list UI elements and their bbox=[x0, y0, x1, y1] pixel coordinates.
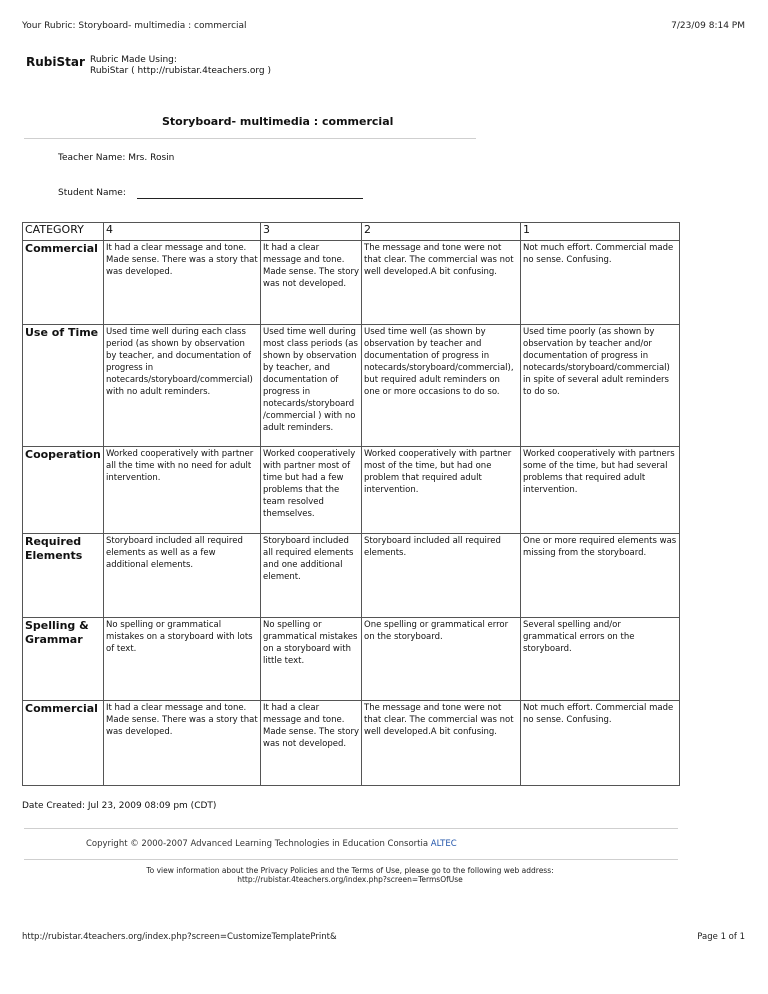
table-row bbox=[23, 534, 680, 618]
table-cell: Used time poorly (as shown by observation by teacher and/or documentation of progress in notecards/storyboard/commercial) in spite of several adult reminders to do so. bbox=[521, 325, 680, 447]
table-cell: One spelling or grammatical error on the storyboard. bbox=[362, 618, 521, 701]
page-title: Storyboard- multimedia : commercial bbox=[162, 115, 394, 128]
rubric-table bbox=[22, 222, 680, 786]
made-using-line2: RubiStar ( http://rubistar.4teachers.org ) bbox=[90, 66, 271, 76]
copyright-notice bbox=[86, 839, 457, 849]
student-name-label: Student Name: bbox=[58, 188, 126, 198]
title-divider bbox=[24, 138, 476, 139]
table-cell: Used time well during each class period (as shown by observation by teacher, and documentation of progress in notecards/storyboard/commercial) with no adult reminders. bbox=[104, 325, 261, 447]
footer-divider-bottom bbox=[24, 859, 678, 860]
table-cell: It had a clear message and tone. Made sense. The story was not developed. bbox=[261, 241, 362, 325]
print-header-datetime: 7/23/09 8:14 PM bbox=[671, 21, 745, 31]
row-category: Commercial bbox=[23, 241, 104, 325]
table-cell: Storyboard included all required elements. bbox=[362, 534, 521, 618]
table-cell: Worked cooperatively with partner most of time but had a few problems that the team resolved themselves. bbox=[261, 447, 362, 534]
table-cell: Storyboard included all required elements as well as a few additional elements. bbox=[104, 534, 261, 618]
table-row bbox=[23, 325, 680, 447]
table-cell: Worked cooperatively with partner all the time with no need for adult intervention. bbox=[104, 447, 261, 534]
footer-divider-top bbox=[24, 828, 678, 829]
table-cell: It had a clear message and tone. Made sense. There was a story that was developed. bbox=[104, 241, 261, 325]
header-row bbox=[23, 223, 680, 241]
date-created: Date Created: Jul 23, 2009 08:09 pm (CDT) bbox=[22, 801, 217, 811]
table-row bbox=[23, 701, 680, 786]
rubistar-logo: RubiStar bbox=[26, 55, 85, 69]
teacher-name: Teacher Name: Mrs. Rosin bbox=[58, 153, 175, 163]
privacy-line1: To view information about the Privacy Policies and the Terms of Use, please go to the following web address: bbox=[146, 866, 554, 875]
table-row bbox=[23, 241, 680, 325]
altec-link[interactable]: ALTEC bbox=[430, 839, 457, 849]
header-category: CATEGORY bbox=[23, 223, 104, 241]
table-cell: Worked cooperatively with partners some of the time, but had several problems that required adult intervention. bbox=[521, 447, 680, 534]
table-cell: Not much effort. Commercial made no sense. Confusing. bbox=[521, 701, 680, 786]
table-cell: The message and tone were not that clear. The commercial was not well developed.A bit confusing. bbox=[362, 241, 521, 325]
header-score-2: 2 bbox=[362, 223, 521, 241]
footer-url: http://rubistar.4teachers.org/index.php?screen=CustomizeTemplatePrint& bbox=[22, 932, 337, 942]
table-cell: Used time well during most class periods (as shown by observation by teacher, and documentation of progress in notecards/storyboard /commercial ) with no adult reminders. bbox=[261, 325, 362, 447]
table-cell: One or more required elements was missing from the storyboard. bbox=[521, 534, 680, 618]
header-score-3: 3 bbox=[261, 223, 362, 241]
row-category: Spelling & Grammar bbox=[23, 618, 104, 701]
privacy-url[interactable]: http://rubistar.4teachers.org/index.php?screen=TermsOfUse bbox=[237, 875, 463, 884]
row-category: Commercial bbox=[23, 701, 104, 786]
copyright-text: Copyright © 2000-2007 Advanced Learning Technologies in Education Consortia bbox=[86, 839, 429, 849]
table-cell: The message and tone were not that clear. The commercial was not well developed.A bit confusing. bbox=[362, 701, 521, 786]
print-header-title: Your Rubric: Storyboard- multimedia : commercial bbox=[22, 21, 247, 31]
row-category: Cooperation bbox=[23, 447, 104, 534]
table-cell: It had a clear message and tone. Made sense. There was a story that was developed. bbox=[104, 701, 261, 786]
privacy-notice bbox=[0, 866, 700, 884]
row-category: Required Elements bbox=[23, 534, 104, 618]
header-score-4: 4 bbox=[104, 223, 261, 241]
row-category: Use of Time bbox=[23, 325, 104, 447]
table-cell: Not much effort. Commercial made no sense. Confusing. bbox=[521, 241, 680, 325]
made-using-note bbox=[90, 55, 271, 77]
student-name-line bbox=[137, 198, 363, 199]
table-cell: It had a clear message and tone. Made sense. The story was not developed. bbox=[261, 701, 362, 786]
table-cell: Worked cooperatively with partner most of the time, but had one problem that required adult intervention. bbox=[362, 447, 521, 534]
table-row bbox=[23, 618, 680, 701]
header-score-1: 1 bbox=[521, 223, 680, 241]
table-cell: No spelling or grammatical mistakes on a storyboard with little text. bbox=[261, 618, 362, 701]
table-cell: Several spelling and/or grammatical errors on the storyboard. bbox=[521, 618, 680, 701]
table-cell: No spelling or grammatical mistakes on a storyboard with lots of text. bbox=[104, 618, 261, 701]
page-number: Page 1 of 1 bbox=[697, 932, 745, 942]
table-cell: Used time well (as shown by observation by teacher and documentation of progress in notecards/storyboard/commercial), but required adult reminders on one or more occasions to do so. bbox=[362, 325, 521, 447]
table-row bbox=[23, 447, 680, 534]
made-using-line1: Rubric Made Using: bbox=[90, 55, 177, 65]
table-cell: Storyboard included all required elements and one additional element. bbox=[261, 534, 362, 618]
